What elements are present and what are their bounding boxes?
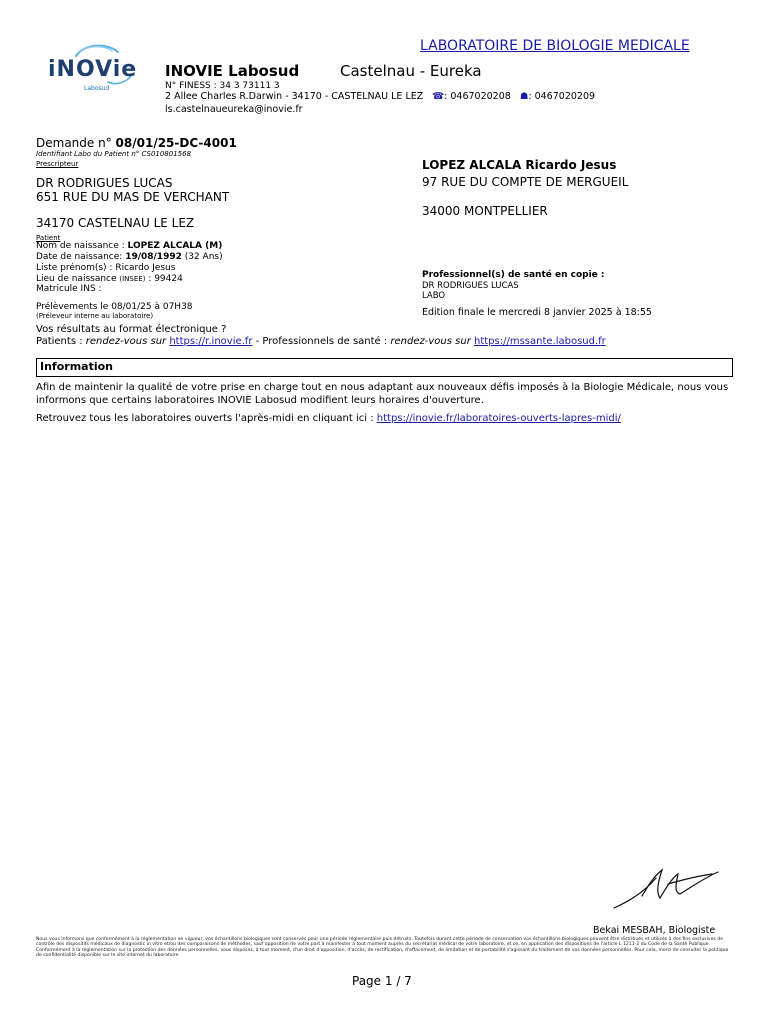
results-question: Vos résultats au format électronique ? bbox=[36, 324, 227, 335]
lab-name: INOVIE Labosud bbox=[165, 62, 300, 80]
biologist-signature bbox=[612, 866, 720, 910]
prescripteur-name: DR RODRIGUES LUCAS bbox=[36, 176, 173, 190]
logo-subtext: Labosud bbox=[84, 85, 110, 92]
patient-ins: Matricule INS : bbox=[36, 284, 102, 294]
logo-text: iNOVie bbox=[48, 57, 138, 82]
finess-number: N° FINESS : 34 3 73111 3 bbox=[165, 81, 280, 91]
recipient-city: 34000 MONTPELLIER bbox=[422, 204, 548, 218]
birthdate-label: Date de naissance: bbox=[36, 252, 126, 262]
lab-address-line bbox=[165, 91, 595, 102]
patient-birthdate bbox=[36, 252, 223, 262]
lab-fax: : 0467020209 bbox=[528, 91, 596, 102]
birthname-label: Nom de naissance : bbox=[36, 241, 128, 251]
patient-label: Patient bbox=[36, 234, 61, 242]
prescripteur-label: Prescripteur bbox=[36, 160, 79, 168]
lab-site: Castelnau - Eureka bbox=[340, 62, 482, 80]
birthplace-insee: (INSEE) bbox=[119, 275, 146, 283]
patient-birthname bbox=[36, 241, 222, 251]
prelevement-date: Prélèvements le 08/01/25 à 07H38 bbox=[36, 302, 193, 312]
lab-address: 2 Allee Charles R.Darwin - 34170 - CASTELNAU LE LEZ bbox=[165, 91, 424, 102]
patient-birthplace bbox=[36, 274, 183, 284]
recipient-street: 97 RUE DU COMPTE DE MERGUEIL bbox=[422, 175, 629, 189]
birthplace-label: Lieu de naissance bbox=[36, 274, 120, 284]
birthplace-value: : 99424 bbox=[145, 274, 183, 284]
information-title: Information bbox=[40, 360, 113, 373]
lab-title: LABORATOIRE DE BIOLOGIE MEDICALE bbox=[420, 38, 690, 54]
page-number: Page 1 / 7 bbox=[352, 974, 412, 988]
pro-label: - Professionnels de santé : bbox=[252, 336, 391, 347]
patient-lab-id: Identifiant Labo du Patient n° CS010801568 bbox=[36, 150, 192, 158]
patients-hint: rendez-vous sur bbox=[85, 336, 170, 347]
copy-label: Professionnel(s) de santé en copie : bbox=[422, 270, 605, 280]
inovie-logo bbox=[46, 42, 152, 94]
legal-notice: Nous vous informons que conformément à la réglementation en vigueur, vos échantillons biologiques sont conservés pour une période réglementaire puis détruits. Toutefois durant cette période de conservation vos échantillons biologiques peuvent être distribués et utilisés à des fins exclusives de contrôle des dispositifs médicaux de diagnostic in vitro et/ou des comparaisons de méthodes, sauf opposition de votre part à manifester à tout moment auprès du secrétariat médical de votre laboratoire, et ce, en application des dispositions de l'article L 1211-2 du Code de la Santé Publique. Conformément à la réglementation sur la protection des données personnelles, vous disposez, à tout moment, d'un droit d'opposition, d'accès, de rectification, d'effacement, de limitation et de portabilité s'agissant du traitement de vos données personnelles. Pour cela, merci de consulter la politique de confidentialité disponible sur le site internet du laboratoire bbox=[36, 937, 729, 959]
results-line bbox=[36, 336, 606, 347]
information-header-box bbox=[36, 358, 733, 377]
information-link-line bbox=[36, 413, 621, 424]
edition-date: Edition finale le mercredi 8 janvier 2025 à 18:55 bbox=[422, 307, 652, 318]
patients-link[interactable]: https://r.inovie.fr bbox=[169, 336, 253, 347]
demande-line bbox=[36, 136, 237, 150]
demande-number: 08/01/25-DC-4001 bbox=[115, 136, 237, 150]
pro-hint: rendez-vous sur bbox=[390, 336, 474, 347]
copy-name: DR RODRIGUES LUCAS bbox=[422, 281, 519, 291]
patient-age: (32 Ans) bbox=[181, 252, 223, 262]
pro-link[interactable]: https://mssante.labosud.fr bbox=[473, 336, 606, 347]
biologist-name: Bekai MESBAH, Biologiste bbox=[593, 925, 716, 936]
phone-icon: ☎ bbox=[432, 91, 445, 102]
birthdate-value: 19/08/1992 bbox=[125, 252, 182, 262]
lab-email: ls.castelnaueureka@inovie.fr bbox=[165, 104, 303, 115]
prescripteur-city: 34170 CASTELNAU LE LEZ bbox=[36, 216, 195, 230]
lab-phone: : 0467020208 bbox=[444, 91, 511, 102]
patients-label: Patients : bbox=[36, 336, 86, 347]
information-link-text: Retrouvez tous les laboratoires ouverts l'après-midi en cliquant ici : bbox=[36, 413, 377, 424]
prescripteur-street: 651 RUE DU MAS DE VERCHANT bbox=[36, 190, 230, 204]
prelevement-note: (Préleveur interne au laboratoire) bbox=[36, 312, 154, 320]
information-paragraph: Afin de maintenir la qualité de votre prise en charge tout en nous adaptant aux nouveaux défis imposés à la Biologie Médicale, nous vous informons que certains laboratoires INOVIE Labosud modifient leurs horaires d'ouverture. bbox=[36, 382, 729, 406]
copy-sub: LABO bbox=[422, 291, 446, 301]
open-labs-link[interactable]: https://inovie.fr/laboratoires-ouverts-lapres-midi/ bbox=[376, 413, 621, 424]
birthname-value: LOPEZ ALCALA (M) bbox=[127, 241, 223, 251]
fax-icon: ☗ bbox=[519, 91, 529, 102]
patient-firstnames: Liste prénom(s) : Ricardo Jesus bbox=[36, 263, 176, 273]
demande-label: Demande n° bbox=[36, 136, 112, 150]
recipient-name: LOPEZ ALCALA Ricardo Jesus bbox=[422, 158, 617, 172]
